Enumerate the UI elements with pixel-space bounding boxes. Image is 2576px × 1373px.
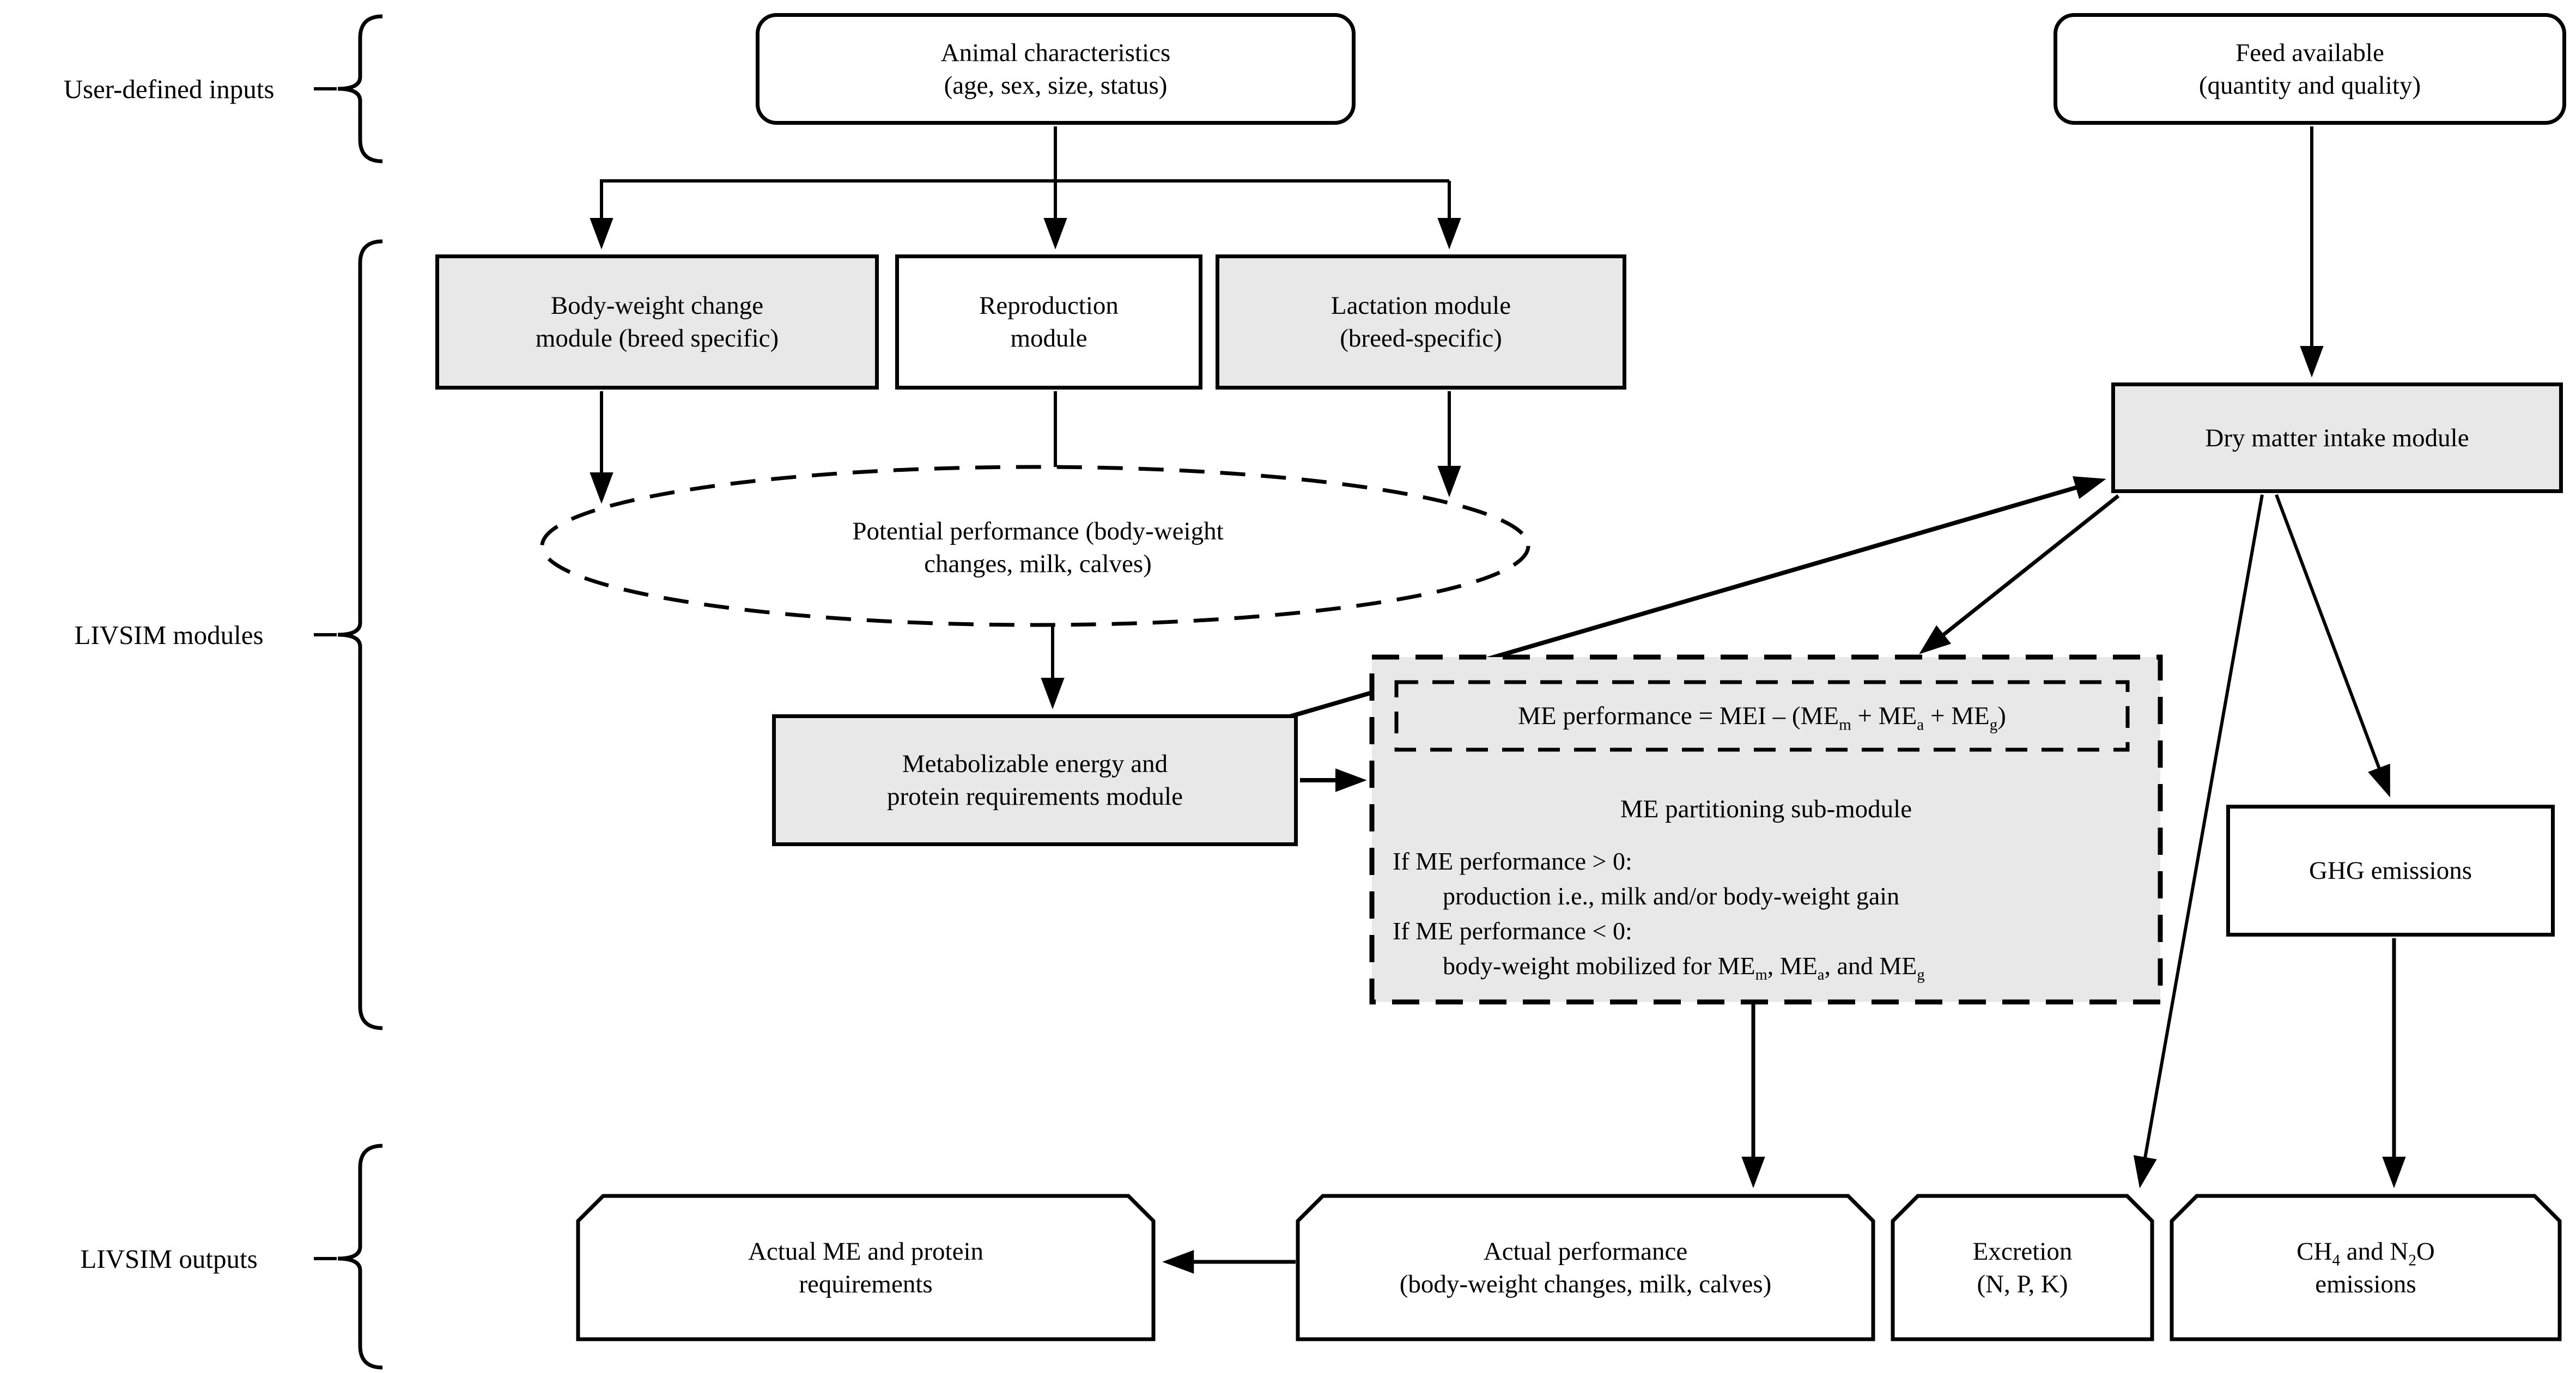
ch4-sub: 4 — [2332, 1251, 2341, 1269]
actual-performance-line2: (body-weight changes, milk, calves) — [1399, 1269, 1772, 1298]
me-partition-title: ME partitioning sub-module — [1620, 795, 1912, 823]
potential-performance-text — [627, 497, 1449, 598]
body-weight-line1: Body-weight change — [550, 291, 764, 320]
ghg-emissions-box — [2226, 805, 2555, 937]
label-livsim-outputs: LIVSIM outputs — [80, 1243, 258, 1274]
me-partition-result1: production i.e., milk and/or body-weight gain — [1443, 882, 1900, 910]
me-partition-mobilized — [1443, 950, 1925, 982]
label-user-defined-inputs: User-defined inputs — [63, 74, 275, 104]
lactation-line2: (breed-specific) — [1340, 324, 1502, 353]
actual-performance-line1: Actual performance — [1483, 1237, 1688, 1266]
excretion-line2: (N, P, K) — [1977, 1269, 2068, 1298]
reproduction-line1: Reproduction — [979, 291, 1119, 320]
brace-livsim-modules — [338, 241, 382, 1028]
animal-characteristics-line1: Animal characteristics — [940, 38, 1171, 67]
body-weight-change-module-box — [435, 254, 879, 390]
mobilized-sub-m: m — [1755, 967, 1767, 984]
lactation-module-box — [1216, 254, 1626, 390]
animal-characteristics-line2: (age, sex, size, status) — [944, 71, 1168, 100]
me-equation-sub-g: g — [1989, 716, 1998, 734]
me-equation — [1396, 682, 2128, 750]
me-equation-text — [1518, 700, 2006, 732]
ch4-n2o-box — [2172, 1196, 2560, 1339]
ch4-pre: CH — [2296, 1237, 2332, 1266]
actual-me-line1: Actual ME and protein — [748, 1237, 984, 1266]
feed-available-line2: (quantity and quality) — [2198, 71, 2421, 100]
actual-performance-box — [1298, 1196, 1873, 1339]
actual-me-line2: requirements — [799, 1269, 933, 1298]
mobilized-mid2: , and ME — [1824, 952, 1917, 980]
n2o-sub: 2 — [2408, 1251, 2416, 1269]
ghg-emissions-label: GHG emissions — [2309, 856, 2472, 885]
reproduction-module-box — [895, 254, 1202, 390]
mobilized-mid1: , ME — [1767, 952, 1818, 980]
dry-matter-intake-box — [2111, 382, 2563, 493]
me-equation-pre: ME performance = MEI – (ME — [1518, 702, 1839, 730]
metabolizable-module-box — [772, 714, 1298, 846]
excretion-line1: Excretion — [1972, 1237, 2073, 1266]
mobilized-sub-g: g — [1917, 967, 1925, 984]
excretion-box — [1893, 1196, 2152, 1339]
n2o-post: O — [2416, 1237, 2435, 1266]
mobilized-sub-a: a — [1817, 967, 1825, 984]
actual-me-box — [578, 1196, 1153, 1339]
me-equation-mid1: + ME — [1851, 702, 1917, 730]
ch4-n2o-line1 — [2296, 1235, 2435, 1268]
label-livsim-modules: LIVSIM modules — [74, 619, 264, 650]
me-equation-mid2: + ME — [1924, 702, 1990, 730]
reproduction-line2: module — [1010, 324, 1087, 353]
me-equation-sub-a: a — [1917, 716, 1924, 734]
feed-available-line1: Feed available — [2235, 38, 2384, 67]
lactation-line1: Lactation module — [1330, 291, 1511, 320]
me-equation-sub-m: m — [1839, 716, 1851, 734]
me-partition-cond2: If ME performance < 0: — [1393, 917, 1632, 945]
me-equation-post: ) — [1997, 702, 2006, 730]
metabolizable-line1: Metabolizable energy and — [902, 750, 1168, 778]
dry-matter-intake-label: Dry matter intake module — [2205, 423, 2469, 452]
me-partition-cond1: If ME performance > 0: — [1393, 847, 1632, 875]
feed-available-box — [2053, 13, 2566, 125]
ch4-n2o-line2: emissions — [2315, 1269, 2416, 1298]
potential-performance-line1: Potential performance (body-weight — [852, 517, 1224, 545]
n2o-mid: and N — [2340, 1237, 2409, 1266]
brace-user-inputs — [338, 16, 382, 161]
metabolizable-line2: protein requirements module — [887, 782, 1183, 811]
brace-livsim-outputs — [338, 1146, 382, 1368]
animal-characteristics-box — [756, 13, 1356, 125]
body-weight-line2: module (breed specific) — [535, 324, 779, 353]
mobilized-pre: body-weight mobilized for ME — [1443, 952, 1755, 980]
potential-performance-line2: changes, milk, calves) — [924, 549, 1152, 578]
arrow-dmi-to-ghg — [2276, 495, 2380, 771]
